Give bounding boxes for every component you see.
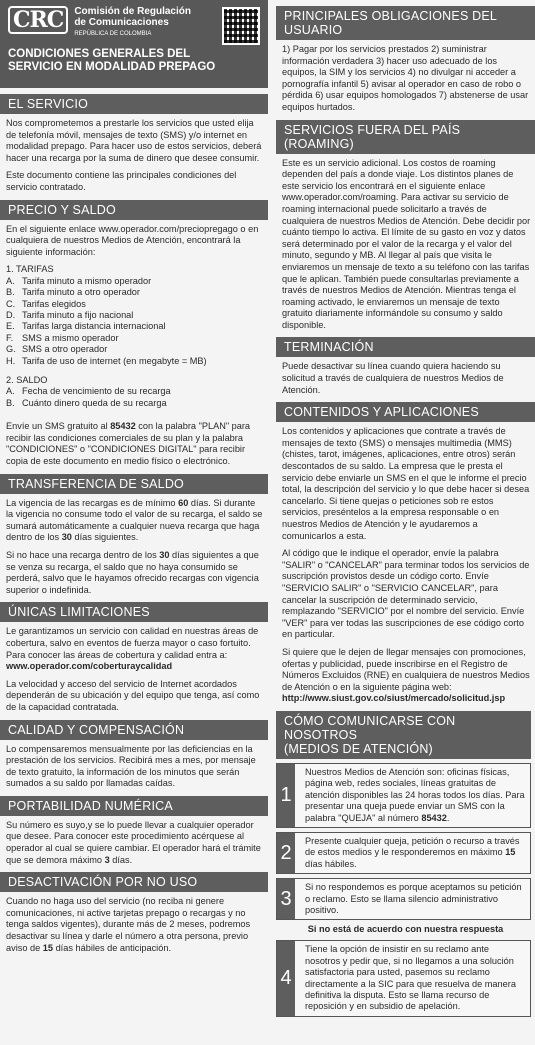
contenidos-text-3: Si quiere que le dejen de llegar mensajes con promociones, ofertas y publicidad, puede inscribirse en el Registro de Números Excluidos (RNE) en cualquiera de nuestros Medios de Atención o en la siguiente página web: http://www.siust.gov.co/siust/mercado/solicitud.jsp xyxy=(282,646,530,704)
tarifas-list: 1. TARIFAS A. Tarifa minuto a mismo operador B. Tarifa minuto a otro operador C. Tarifas elegidos D. Tarifa minuto a fijo nacional E. Tarifas larga distancia internacional F. SMS a mismo operador G. SMS a otro operador H. Tarifa de uso de internet (en megabyte = MB) 2. SALDO A. Fecha de vencimiento de su recarga B. Cuánto dinero queda de su recarga xyxy=(0,264,268,409)
terminacion-text: Puede desactivar su línea cuando quiera haciendo su solicitud a través de cualquiera de nuestros Medios de Atención. xyxy=(282,361,504,395)
section-heading-comunicarse: CÓMO COMUNICARSE CON NOSOTROS (MEDIOS DE ATENCIÓN) xyxy=(276,711,531,759)
left-column xyxy=(0,0,268,960)
section-heading-terminacion: TERMINACIÓN xyxy=(276,337,535,357)
contenidos-text: Los contenidos y aplicaciones que contrate a través de mensajes de texto (SMS) o mensajes multimedia (MMS) (chistes, tarot, imágenes, aplicaciones, entre otros) serán descontados de su saldo. La empresa que le presta el servicio debe enviarle un SMS en el que le informe el precio total, la descripción del servicio y lo que debe hacer si desea cancelarlo. Si tiene quejas o peticiones sob re estos servicios, preséntelos a la empresa responsable o en nuestros Medios de Atención y le ayudaremos a comunicarlos a esta. xyxy=(282,426,530,541)
section-heading-limitaciones: ÚNICAS LIMITACIONES xyxy=(0,602,268,622)
section-heading-portabilidad: PORTABILIDAD NUMÉRICA xyxy=(0,796,268,816)
siust-link[interactable]: http://www.siust.gov.co/siust/mercado/solicitud.jsp xyxy=(282,693,506,704)
list-item: D. Tarifa minuto a fijo nacional xyxy=(6,309,134,320)
crc-logo: CRC xyxy=(8,6,68,34)
limitaciones-text: Le garantizamos un servicio con calidad en nuestras áreas de cobertura, salvo en eventos de fuerza mayor o caso fortuito. Para conocer las áreas de cobertura y calidad entra a: www.operador.com/coberturaycalidad xyxy=(6,626,259,672)
cobertura-link[interactable]: www.operador.com/coberturaycalidad xyxy=(6,661,173,672)
list-item: C. Tarifas elegidos xyxy=(6,298,86,309)
servicio-text: Nos comprometemos a prestarle los servicios que usted elija de telefonía móvil, mensajes de texto (SMS) y/o internet en modalidad prepago. Para hacer uso de estos servicios, deberá hacer una recarga por la suma de dinero que desee consumir. xyxy=(6,118,262,163)
servicio-text-2: Este documento contiene las principales condiciones del servicio contratado. xyxy=(6,170,237,192)
list-item: B. Tarifa minuto a otro operador xyxy=(6,287,140,298)
limitaciones-text-2: La velocidad y acceso del servicio de Internet acordados dependerán de su ubicación y del equipo que tenga, así como de la capacidad contratada. xyxy=(6,678,260,712)
precio-text: En el siguiente enlace www.operador.com/preciopregago o en cualquiera de nuestros Medios de Atención, encontrará la siguiente información: xyxy=(6,223,259,257)
contact-step-2: 2 Presente cualquier queja, petición o recurso a través de estos medios y le responderemos en máximo 15 días hábiles. xyxy=(276,832,531,874)
section-heading-calidad: CALIDAD Y COMPENSACIÓN xyxy=(0,720,268,740)
list-item: A. Tarifa minuto a mismo operador xyxy=(6,275,152,286)
section-heading-obligaciones: PRINCIPALES OBLIGACIONES DEL USUARIO xyxy=(276,6,535,40)
list-item: H. Tarifa de uso de internet (en megabyte = MB) xyxy=(6,355,207,366)
section-heading-roaming: SERVICIOS FUERA DEL PAÍS (ROAMING) xyxy=(276,120,535,154)
section-heading-desactivacion: DESACTIVACIÓN POR NO USO xyxy=(0,872,268,892)
document-title: CONDICIONES GENERALES DEL SERVICIO EN MODALIDAD PREPAGO xyxy=(8,48,216,73)
section-heading-transferencia: TRANSFERENCIA DE SALDO xyxy=(0,474,268,494)
list-item: E. Tarifas larga distancia internacional xyxy=(6,321,166,332)
section-heading-servicio: EL SERVICIO xyxy=(0,94,268,114)
qr-code-icon xyxy=(222,7,260,45)
org-name: Comisión de Regulación de Comunicaciones REPÚBLICA DE COLOMBIA xyxy=(74,6,191,37)
right-column xyxy=(276,0,535,1021)
contenidos-text-2: Al código que le indique el operador, envíe la palabra "SALIR" o "CANCELAR" para terminar todos los servicios de suscripción provistos desde un código corto. Envíe "SERVICIO SALIR" o "SERVICIO CANCELAR", para cancelar la suscripción de determinado servicio, remplazando "SERVICIO" por el nombre del servicio. Envíe "VER" para ver todas las suscripciones de ese código corto en particular. xyxy=(282,548,530,640)
roaming-text: Este es un servicio adicional. Los costos de roaming dependen del país a donde viaje. Los distintos planes de este servicio los encontrará en el siguiente enlace www.operador.com/roaming. Para activar su servicio de roaming internacional puede solicitarlo a través de cualquiera de nuestros Medios de Atención. Debe decidir por cuánto tiempo lo activa. El límite de su gasto en voz y datos será determinado por el valor de la recarga y el valor del minuto, segundo y MB. Al llegar al país que visita le enviaremos un mensaje de texto a su teléfono con las tarifas que le aplican. También puede consultarlas previamente a través de nuestros Medios de Atención. Mientras tenga el roaming activado, le enviaremos un mensaje de texto gratuito diariamente informándole su consumo y saldo disponible. xyxy=(282,157,531,330)
sms-plan-text: Envíe un SMS gratuito al 85432 con la palabra "PLAN" para recibir las condiciones comerciales de su plan y la palabra "CONDICIONES" o "CONDICIONES DIGITAL" para recibir copia de este documento en medio físico o electrónico. xyxy=(6,421,251,466)
section-heading-contenidos: CONTENIDOS Y APLICACIONES xyxy=(276,402,535,422)
obligaciones-text: 1) Pagar por los servicios prestados 2) suministrar información verdadera 3) hacer uso adecuado de los equipos, la SIM y los servicios 4) no divulgar ni acceder a pornografía infantil 5) avisar al operador en caso de robo o pérdida 6) usar equipos homologados 7) abstenerse de usar equipos hurtados. xyxy=(282,44,529,112)
list-item: F. SMS a mismo operador xyxy=(6,332,119,343)
list-item: B. Cuánto dinero queda de su recarga xyxy=(6,397,167,408)
list-item: G. SMS a otro operador xyxy=(6,344,108,355)
section-heading-precio: PRECIO Y SALDO xyxy=(0,200,268,220)
document-header xyxy=(0,0,268,88)
contact-step-1: 1 Nuestros Medios de Atención son: oficinas físicas, página web, redes sociales, líneas gratuitas de atención disponibles las 24 horas todos los días. Para presentar una queja puede enviar un SMS con la palabra "QUEJA" al número 85432. xyxy=(276,763,531,828)
list-item: A. Fecha de vencimiento de su recarga xyxy=(6,386,171,397)
transferencia-text-2: Si no hace una recarga dentro de los 30 días siguientes a que se venza su recarga, el saldo que no haya consumido se perderá, salvo que le hayamos ofrecido recargas con vigencia superior o indefinida. xyxy=(6,549,259,595)
appeal-subtitle: Si no está de acuerdo con nuestra respuesta xyxy=(307,924,504,935)
contact-step-3: 3 Si no respondemos es porque aceptamos su petición o reclamo. Esto se llama silencio administrativo positivo. xyxy=(276,878,531,920)
transferencia-text: La vigencia de las recargas es de mínimo 60 días. Si durante la vigencia no consume todo el valor de su recarga, el saldo se sumará automáticamente a cualquier nueva recarga que haga dentro de los 30 días siguientes. xyxy=(6,497,263,543)
portabilidad-text: Su número es suyo,y se lo puede llevar a cualquier operador que desee. Para conocer este procedimiento acérquese al operador al cual se quiere cambiar. El operador hará el trámite que se demora máximo 3 días. xyxy=(6,819,261,865)
desactivacion-text: Cuando no haga uso del servicio (no reciba ni genere comunicaciones, ni active tarjetas prepago o recargas y no tenga saldos vigentes), durante más de 2 meses, podremos desactivar su línea y darle el número a otra persona, previo aviso de 15 días hábiles de anticipación. xyxy=(6,896,251,953)
calidad-text: Lo compensaremos mensualmente por las deficiencias en la prestación de los servicios. Recibirá mes a mes, por mensaje de texto gratuito, la información de los minutos que serán sumados a su saldo por llamadas caídas. xyxy=(6,743,256,789)
contact-step-4: 4 Tiene la opción de insistir en su reclamo ante nosotros y pedir que, si no llegamos a una solución satisfactoria para usted, pasemos su reclamo directamente a la SIC para que resuelva de manera definitiva la disputa. Esto se llama recurso de reposición y en subsidio de apelación. xyxy=(276,940,531,1016)
